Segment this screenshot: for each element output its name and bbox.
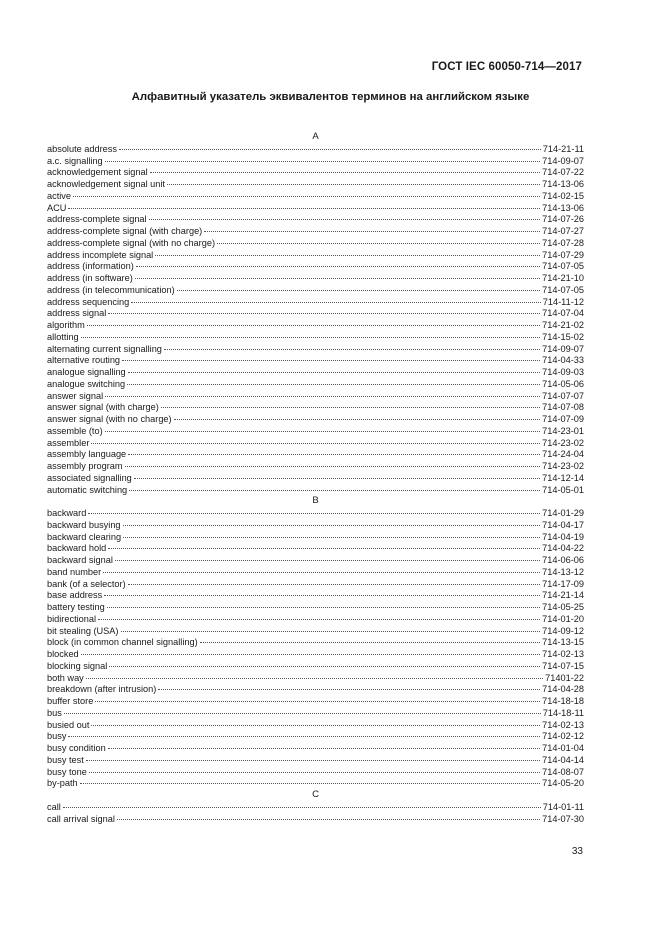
section-letter: B	[312, 495, 319, 507]
entry-term: backward	[47, 508, 87, 518]
index-entry	[47, 719, 584, 731]
entry-term: bus	[47, 707, 62, 718]
index-entry	[47, 636, 584, 648]
entry-reference: 714-07-09	[542, 414, 584, 424]
index-entry	[47, 484, 584, 496]
index-entry	[47, 448, 584, 460]
entry-term: alternative routing	[47, 355, 121, 366]
index-entry	[47, 249, 584, 261]
entry-term: by-path	[47, 778, 78, 789]
dot-leader	[135, 272, 540, 279]
entry-term: address signal	[47, 308, 107, 319]
entry-term: acknowledgement signal	[47, 167, 148, 178]
index-entry	[47, 813, 584, 825]
entry-reference: 714-01-04	[542, 743, 584, 753]
dot-leader	[121, 625, 541, 632]
dot-leader	[127, 378, 540, 385]
index-entry	[47, 319, 584, 331]
dot-leader	[80, 777, 540, 784]
entry-reference: 714-02-12	[542, 731, 584, 742]
dot-leader	[91, 719, 540, 726]
dot-leader	[122, 354, 540, 361]
entry-reference: 714-13-06	[542, 202, 584, 213]
entry-reference: 714-07-22	[542, 167, 584, 178]
entry-reference: 714-21-11	[542, 143, 584, 154]
entry-reference: 714-23-01	[542, 425, 584, 436]
entry-reference: 714-09-12	[542, 625, 584, 636]
page-number: 33	[571, 846, 583, 857]
entry-term: busy	[47, 731, 67, 742]
index-entry	[47, 566, 584, 578]
index-entry	[47, 366, 584, 378]
index-entry	[47, 730, 584, 742]
dot-leader	[105, 390, 540, 397]
dot-leader	[128, 578, 540, 585]
dot-leader	[128, 448, 540, 455]
entry-reference: 714-07-29	[542, 249, 584, 260]
index-entry	[47, 225, 584, 237]
dot-leader	[136, 260, 540, 267]
index-entry	[47, 613, 584, 625]
entry-reference: 714-21-02	[542, 320, 584, 330]
dot-leader	[108, 542, 540, 549]
entry-term: address sequencing	[47, 296, 130, 307]
dot-leader	[174, 413, 541, 420]
entry-term: busy tone	[47, 766, 87, 777]
entry-reference: 714-07-05	[542, 284, 584, 295]
dot-leader	[73, 190, 540, 197]
entry-reference: 714-17-09	[542, 578, 584, 589]
dot-leader	[134, 472, 540, 479]
entry-reference: 71401-22	[545, 672, 584, 683]
entry-reference: 714-04-19	[542, 531, 584, 542]
entry-reference: 714-01-29	[542, 508, 584, 518]
entry-term: busy test	[47, 754, 84, 765]
entry-reference: 714-07-28	[542, 237, 584, 248]
entry-reference: 714-04-22	[542, 543, 584, 554]
entry-reference: 714-23-02	[542, 461, 584, 471]
entry-reference: 714-02-15	[542, 190, 584, 201]
entry-term: battery testing	[47, 602, 105, 612]
entry-reference: 714-07-26	[542, 214, 584, 225]
dot-leader	[117, 813, 540, 820]
index-entry	[47, 190, 584, 202]
index-entry	[47, 542, 584, 554]
index-entry	[47, 237, 584, 249]
index-title: Алфавитный указатель эквивалентов терминов на английском языке	[131, 91, 530, 103]
dot-leader	[158, 683, 540, 690]
dot-leader	[167, 178, 540, 185]
index-entry	[47, 425, 584, 437]
dot-leader	[81, 648, 540, 655]
entry-term: answer signal	[47, 390, 104, 401]
index-entry	[47, 683, 584, 695]
index-entry	[47, 766, 584, 778]
index-entry	[47, 296, 584, 308]
entry-term: address-complete signal (with no charge)	[47, 237, 216, 248]
dot-leader	[119, 143, 541, 150]
index-entry	[47, 531, 584, 543]
entry-reference: 714-06-06	[542, 555, 584, 565]
dot-leader	[217, 237, 540, 244]
entry-term: allotting	[47, 331, 79, 342]
dot-leader	[105, 425, 540, 432]
entry-reference: 714-02-13	[542, 649, 584, 659]
index-entry	[47, 507, 584, 519]
entry-term: backward hold	[47, 543, 107, 554]
index-entry	[47, 166, 584, 178]
entry-term: bit stealing (USA)	[47, 625, 119, 636]
entry-reference: 714-09-07	[542, 343, 584, 354]
entry-term: answer signal (with charge)	[47, 402, 159, 413]
entry-reference: 714-01-20	[542, 613, 584, 624]
dot-leader	[64, 707, 541, 714]
entry-reference: 714-07-07	[542, 390, 584, 401]
dot-leader	[164, 343, 540, 350]
index-entry	[47, 707, 584, 719]
entry-term: band number	[47, 566, 102, 577]
dot-leader	[149, 213, 541, 220]
entry-term: address (in software)	[47, 273, 133, 283]
entry-reference: 714-13-12	[542, 566, 584, 577]
index-entry	[47, 601, 584, 613]
entry-term: address incomplete signal	[47, 249, 154, 260]
entry-term: assembly language	[47, 449, 127, 460]
index-entry	[47, 260, 584, 272]
index-entry	[47, 284, 584, 296]
dot-leader	[129, 484, 540, 491]
entry-term: bank (of a selector)	[47, 578, 126, 589]
entry-term: busy condition	[47, 743, 106, 753]
dot-leader	[161, 401, 540, 408]
dot-leader	[108, 742, 540, 749]
dot-leader	[200, 636, 540, 643]
dot-leader	[103, 566, 540, 573]
entry-term: address (information)	[47, 261, 134, 272]
entry-term: address (in telecommunication)	[47, 284, 175, 295]
entry-reference: 714-13-15	[542, 637, 584, 648]
index-entry	[47, 178, 584, 190]
dot-leader	[81, 331, 540, 338]
index-entry	[47, 343, 584, 355]
alphabetical-index	[47, 131, 584, 824]
dot-leader	[86, 754, 540, 761]
entry-term: block (in common channel signalling)	[47, 637, 198, 648]
entry-reference: 714-09-03	[542, 367, 584, 377]
index-entry	[47, 589, 584, 601]
dot-leader	[109, 660, 540, 667]
dot-leader	[177, 284, 540, 291]
entry-term: call arrival signal	[47, 813, 115, 824]
index-entry	[47, 437, 584, 449]
index-entry	[47, 554, 584, 566]
index-entry	[47, 519, 584, 531]
entry-term: assembler	[47, 437, 90, 448]
index-entry	[47, 777, 584, 789]
entry-term: backward busying	[47, 519, 121, 530]
entry-reference: 714-12-14	[542, 472, 584, 483]
dot-leader	[88, 507, 540, 514]
index-entry	[47, 578, 584, 590]
document-code: ГОСТ IEC 60050-714—2017	[431, 61, 582, 73]
dot-leader	[104, 589, 540, 596]
entry-reference: 714-07-04	[542, 308, 584, 319]
entry-reference: 714-04-17	[542, 519, 584, 530]
section-letter: A	[312, 131, 319, 142]
entry-term: automatic switching	[47, 484, 128, 495]
index-entry	[47, 272, 584, 284]
entry-reference: 714-18-18	[542, 696, 584, 706]
index-entry	[47, 742, 584, 754]
section-letter: C	[312, 789, 319, 800]
entry-term: absolute address	[47, 143, 117, 154]
entry-reference: 714-08-07	[542, 766, 584, 777]
entry-term: active	[47, 190, 72, 201]
entry-term: address-complete signal	[47, 214, 147, 225]
entry-reference: 714-02-13	[542, 719, 584, 730]
entry-reference: 714-07-30	[542, 813, 584, 824]
entry-term: alternating current signalling	[47, 343, 162, 354]
index-entry	[47, 307, 584, 319]
entry-reference: 714-13-06	[542, 179, 584, 189]
entry-term: breakdown (after intrusion)	[47, 684, 157, 695]
dot-leader	[125, 460, 541, 467]
entry-reference: 714-21-14	[542, 590, 584, 601]
entry-term: a.c. signalling	[47, 155, 103, 166]
dot-leader	[95, 695, 540, 702]
entry-reference: 714-07-05	[542, 261, 584, 272]
entry-term: call	[47, 801, 61, 812]
entry-reference: 714-09-07	[542, 155, 584, 166]
dot-leader	[105, 155, 540, 162]
index-entry	[47, 213, 584, 225]
index-entry	[47, 672, 584, 684]
entry-term: assembly program	[47, 461, 123, 471]
entry-term: algorithm	[47, 320, 85, 330]
entry-term: blocking signal	[47, 660, 108, 671]
dot-leader	[150, 166, 540, 173]
dot-leader	[155, 249, 540, 256]
entry-term: analogue switching	[47, 378, 126, 389]
entry-reference: 714-05-01	[542, 484, 584, 495]
dot-leader	[107, 601, 540, 608]
entry-reference: 714-07-27	[542, 226, 584, 236]
index-entry	[47, 648, 584, 660]
index-entry	[47, 472, 584, 484]
dot-leader	[108, 307, 540, 314]
entry-reference: 714-07-08	[542, 402, 584, 413]
entry-term: base address	[47, 590, 103, 601]
index-entry	[47, 625, 584, 637]
index-entry	[47, 754, 584, 766]
entry-term: assemble (to)	[47, 425, 103, 436]
index-entry	[47, 460, 584, 472]
index-entry	[47, 413, 584, 425]
entry-reference: 714-24-04	[542, 449, 584, 460]
entry-reference: 714-04-33	[542, 355, 584, 366]
entry-reference: 714-05-25	[542, 602, 584, 612]
entry-reference: 714-05-06	[542, 378, 584, 389]
entry-term: backward signal	[47, 555, 113, 565]
entry-term: answer signal (with no charge)	[47, 414, 172, 424]
dot-leader	[204, 225, 540, 232]
entry-term: backward clearing	[47, 531, 122, 542]
entry-term: both way	[47, 672, 84, 683]
entry-reference: 714-11-12	[542, 296, 584, 307]
entry-reference: 714-04-28	[542, 684, 584, 695]
dot-leader	[89, 766, 540, 773]
dot-leader	[86, 672, 543, 679]
dot-leader	[63, 801, 541, 808]
index-entry	[47, 390, 584, 402]
index-entry	[47, 155, 584, 167]
dot-leader	[115, 554, 540, 561]
index-entry	[47, 695, 584, 707]
index-entry	[47, 660, 584, 672]
dot-leader	[123, 531, 540, 538]
index-entry	[47, 202, 584, 214]
dot-leader	[68, 202, 540, 209]
entry-term: analogue signalling	[47, 367, 126, 377]
entry-term: blocked	[47, 649, 79, 659]
entry-reference: 714-04-14	[542, 754, 584, 765]
dot-leader	[68, 730, 540, 737]
index-entry	[47, 801, 584, 813]
entry-reference: 714-21-10	[542, 273, 584, 283]
entry-term: address-complete signal (with charge)	[47, 226, 203, 236]
entry-term: bidirectional	[47, 613, 97, 624]
index-entry	[47, 331, 584, 343]
entry-reference: 714-15-02	[542, 331, 584, 342]
index-entry	[47, 378, 584, 390]
entry-reference: 714-23-02	[542, 437, 584, 448]
index-entry	[47, 354, 584, 366]
entry-reference: 714-05-20	[542, 778, 584, 789]
entry-term: buffer store	[47, 696, 94, 706]
index-entry	[47, 143, 584, 155]
dot-leader	[87, 319, 540, 326]
index-entry	[47, 401, 584, 413]
dot-leader	[91, 437, 540, 444]
entry-term: busied out	[47, 719, 90, 730]
dot-leader	[128, 366, 540, 373]
entry-reference: 714-07-15	[542, 660, 584, 671]
dot-leader	[98, 613, 540, 620]
entry-reference: 714-18-11	[542, 707, 584, 718]
dot-leader	[123, 519, 541, 526]
entry-term: ACU	[47, 202, 67, 213]
entry-reference: 714-01-11	[542, 801, 584, 812]
entry-term: associated signalling	[47, 472, 132, 483]
dot-leader	[131, 296, 541, 303]
entry-term: acknowledgement signal unit	[47, 179, 165, 189]
